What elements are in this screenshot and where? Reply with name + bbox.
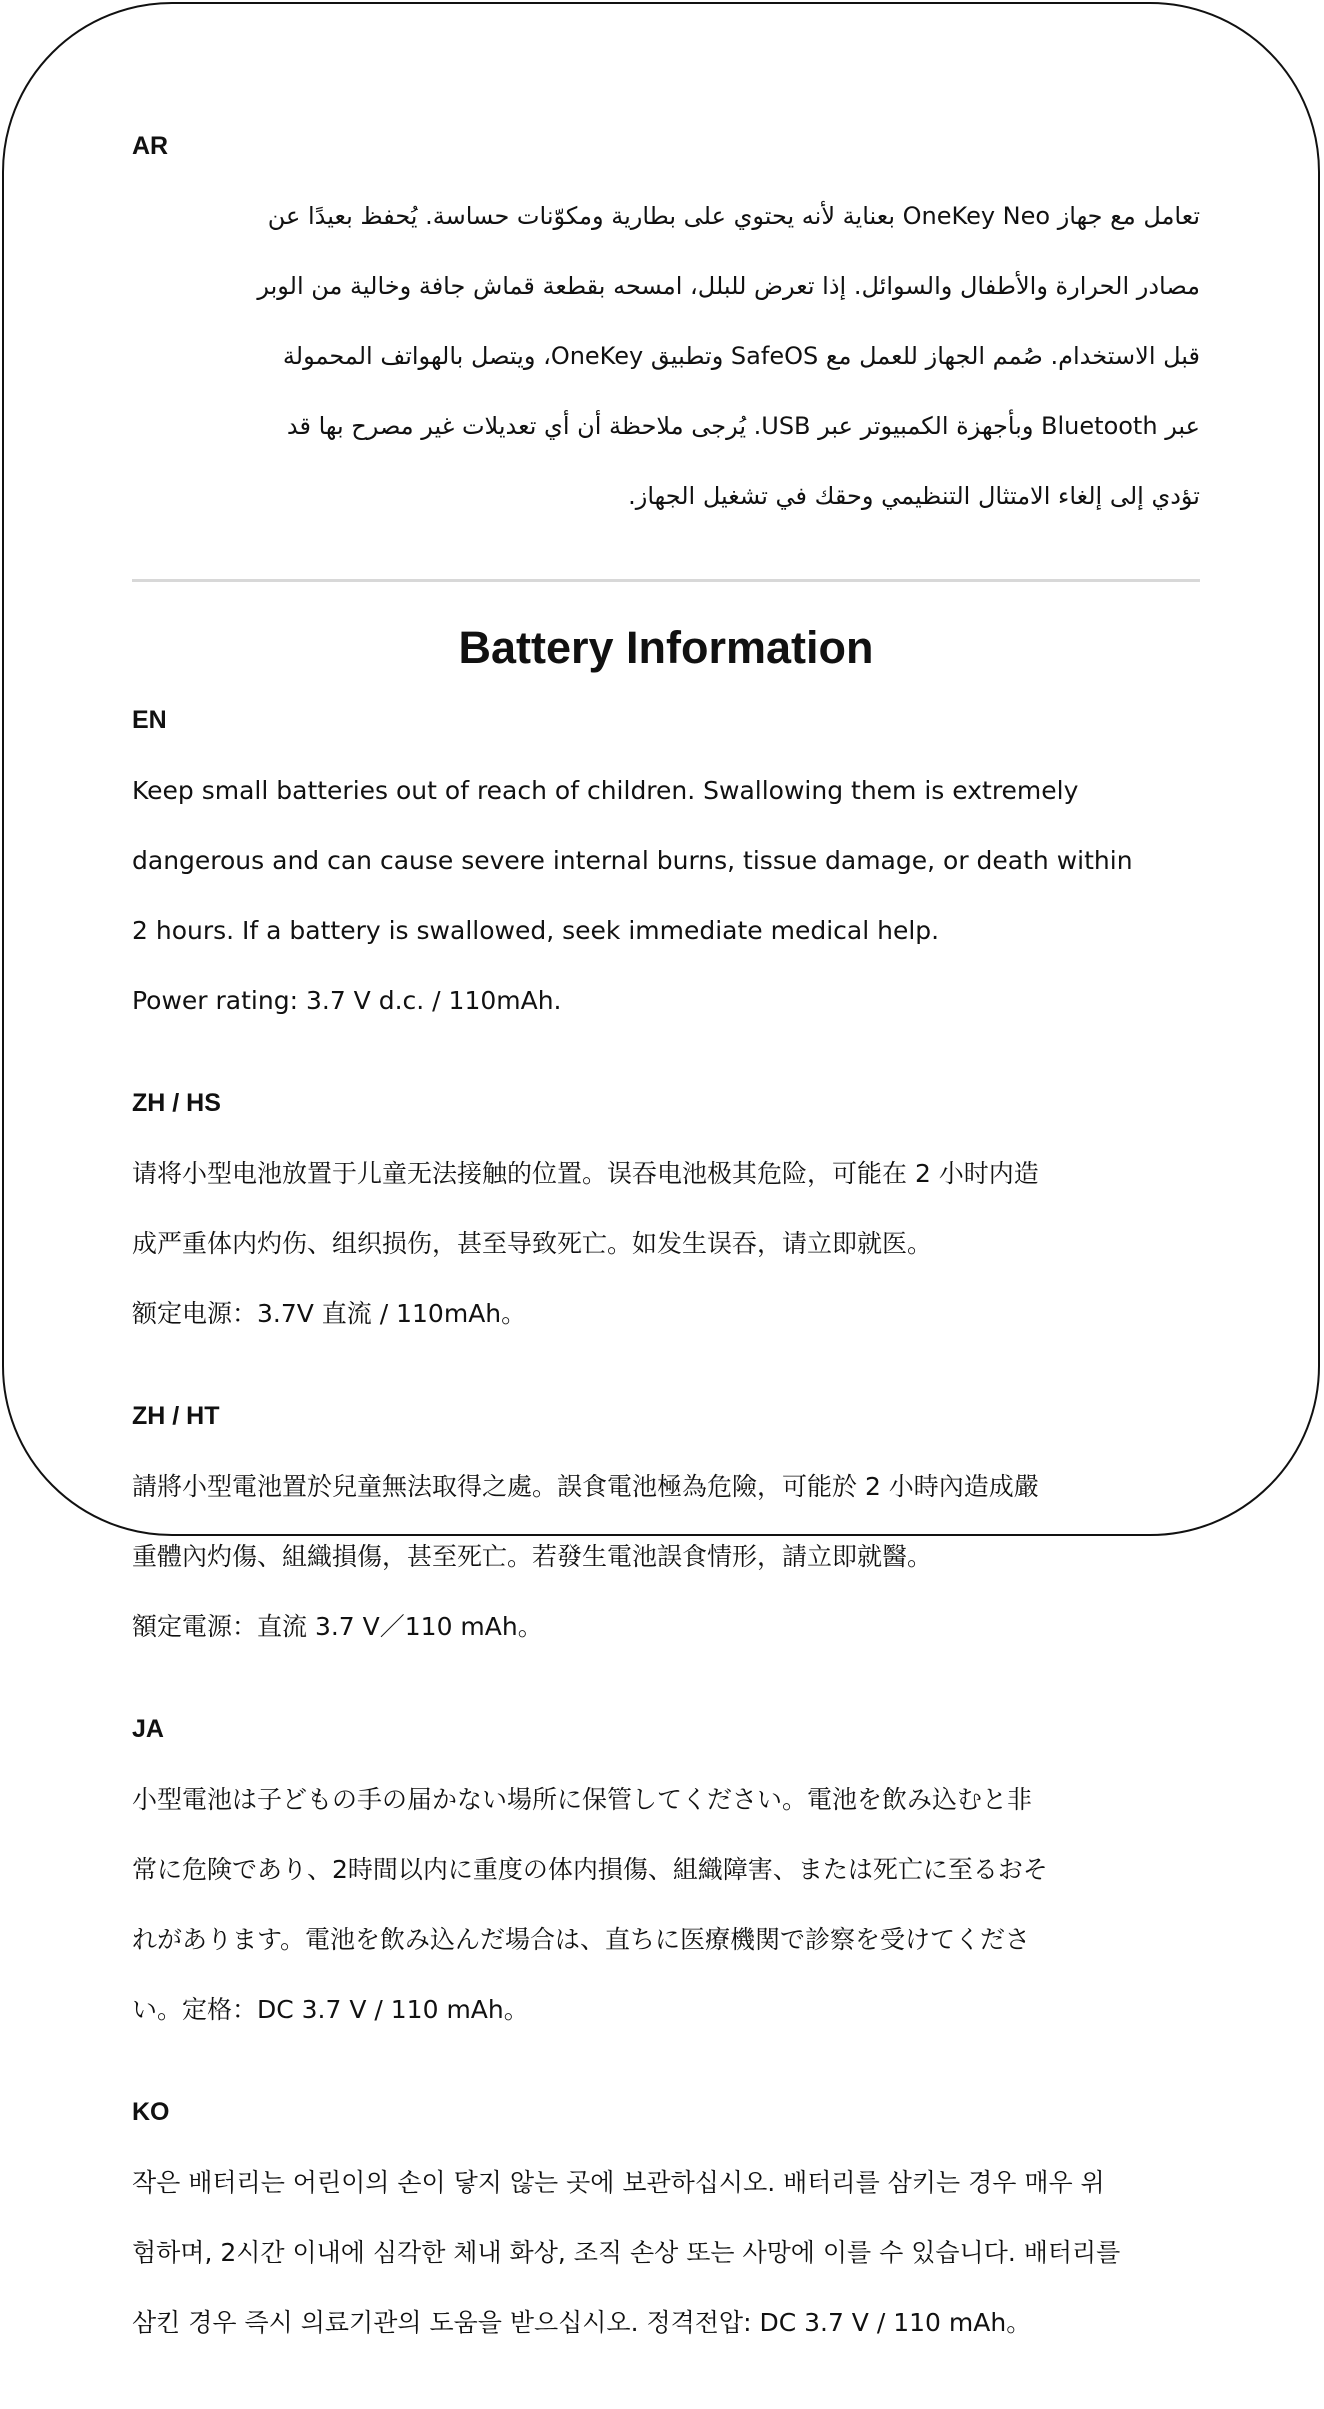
language-code-zh-hs: ZH / HS	[132, 1089, 221, 1117]
japanese-line: 小型電池は子どもの手の届かない場所に保管してください。電池を飲み込むと非	[132, 1785, 1033, 1814]
language-code-zh-ht: ZH / HT	[132, 1402, 220, 1430]
traditional-chinese-line: 重體內灼傷、組織損傷，甚至死亡。若發生電池誤食情形，請立即就醫。	[132, 1542, 933, 1571]
arabic-line: عبر Bluetooth وبأجهزة الكمبيوتر عبر USB. يُرجى ملاحظة أن أي تعديلات غير مصرح بها قد	[286, 412, 1200, 440]
language-code-ja: JA	[132, 1715, 164, 1743]
korean-line: 삼킨 경우 즉시 의료기관의 도움을 받으십시오. 정격전압: DC 3.7 V / 110 mAh。	[132, 2308, 1032, 2337]
section-en	[132, 704, 1200, 1053]
simplified-chinese-line: 成严重体内灼伤、组织损伤，甚至导致死亡。如发生误吞，请立即就医。	[132, 1229, 933, 1258]
simplified-chinese-paragraph	[132, 1121, 1200, 1366]
arabic-line: تؤدي إلى إلغاء الامتثال التنظيمي وحقك في تشغيل الجهاز.	[628, 482, 1200, 510]
japanese-line: 常に危険であり、2時間以内に重度の体内損傷、組織障害、または死亡に至るおそ	[132, 1855, 1048, 1884]
arabic-line: مصادر الحرارة والأطفال والسوائل. إذا تعرض للبلل، امسحه بقطعة قماش جافة وخالية من الوبر	[257, 272, 1200, 300]
page-title: Battery Information	[458, 622, 874, 673]
korean-line: 험하며, 2시간 이내에 심각한 체내 화상, 조직 손상 또는 사망에 이를 수 있습니다. 배터리를	[132, 2238, 1121, 2267]
section-ja	[132, 1713, 1200, 2062]
power-rating-en: Power rating: 3.7 V d.c. / 110mAh.	[132, 986, 562, 1015]
language-code-ko: KO	[132, 2098, 170, 2126]
japanese-line: い。定格：DC 3.7 V / 110 mAh。	[132, 1995, 529, 2024]
simplified-chinese-line: 请将小型电池放置于儿童无法接触的位置。误吞电池极其危险，可能在 2 小时内造	[132, 1159, 1039, 1188]
korean-paragraph	[132, 2130, 1200, 2375]
arabic-line: تعامل مع جهاز OneKey Neo بعناية لأنه يحتوي على بطارية ومكوّنات حساسة. يُحفظ بعيدًا عن	[267, 202, 1200, 230]
traditional-chinese-line: 請將小型電池置於兒童無法取得之處。誤食電池極為危險，可能於 2 小時內造成嚴	[132, 1472, 1039, 1501]
arabic-paragraph	[132, 164, 1200, 549]
english-line: 2 hours. If a battery is swallowed, seek immediate medical help.	[132, 916, 940, 945]
power-rating-zh-ht: 額定電源：直流 3.7 V／110 mAh。	[132, 1612, 543, 1641]
document-card	[2, 2, 1320, 2337]
section-ar	[132, 130, 1200, 549]
document-content	[132, 130, 1200, 2409]
traditional-chinese-paragraph	[132, 1434, 1200, 1679]
arabic-line: قبل الاستخدام. صُمم الجهاز للعمل مع SafeOS وتطبيق OneKey، ويتصل بالهواتف المحمولة	[282, 342, 1200, 370]
korean-line: 작은 배터리는 어린이의 손이 닿지 않는 곳에 보관하십시오. 배터리를 삼키는 경우 매우 위	[132, 2168, 1105, 2197]
section-divider	[132, 579, 1200, 582]
english-line: dangerous and can cause severe internal burns, tissue damage, or death within	[132, 846, 1133, 875]
english-paragraph	[132, 738, 1200, 1053]
language-code-en: EN	[132, 706, 167, 734]
section-ko	[132, 2096, 1200, 2375]
section-zh-hs	[132, 1087, 1200, 1366]
japanese-line: れがあります。電池を飲み込んだ場合は、直ちに医療機関で診察を受けてくださ	[132, 1925, 1031, 1954]
power-rating-zh-hs: 额定电源：3.7V 直流 / 110mAh。	[132, 1299, 527, 1328]
english-line: Keep small batteries out of reach of children. Swallowing them is extremely	[132, 776, 1079, 805]
language-code-ar: AR	[132, 132, 169, 160]
japanese-paragraph	[132, 1747, 1200, 2062]
